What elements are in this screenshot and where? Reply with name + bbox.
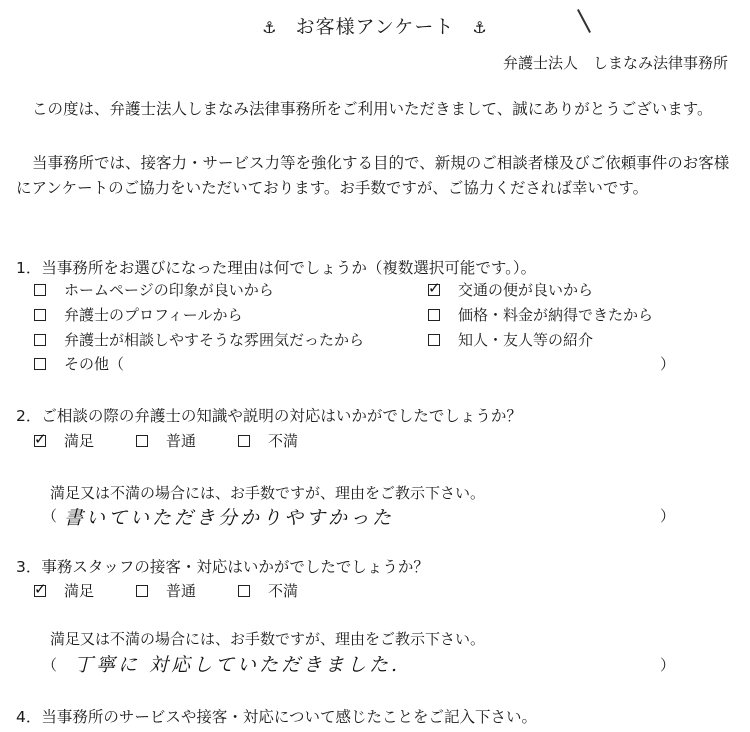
q1-option[interactable]: [34, 329, 364, 350]
option-label: 普通: [166, 432, 197, 450]
q3-paren-open: （: [42, 656, 58, 674]
checkbox[interactable]: [428, 309, 440, 321]
q3-option[interactable]: [238, 580, 298, 601]
question-1: 1．当事務所をお選びになった理由は何でしょうか（複数選択可能です。）。: [16, 259, 537, 277]
option-label: 交通の便が良いから: [458, 281, 594, 299]
checkbox-checked[interactable]: [34, 585, 46, 597]
q1-option-other[interactable]: [34, 353, 124, 374]
q3-handwritten-answer: 丁寧に 対応していただきました.: [74, 654, 401, 676]
option-label: 普通: [166, 582, 197, 600]
checkbox[interactable]: [238, 435, 250, 447]
intro-paragraph-2: 当事務所では、接客力・サービス力等を強化する目的で、新規のご相談者様及びご依頼事件のお客様にアンケートのご協力をいただいております。お手数ですが、ご協力くだされば幸いです。: [16, 154, 730, 197]
q2-option[interactable]: [238, 430, 298, 451]
q1-option[interactable]: [428, 304, 653, 325]
checkbox[interactable]: [34, 309, 46, 321]
q1-option[interactable]: [34, 279, 274, 300]
option-label: 弁護士が相談しやすそうな雰囲気だったから: [64, 331, 365, 349]
option-label: 価格・料金が納得できたから: [458, 306, 654, 324]
survey-title: [0, 12, 750, 39]
q2-option[interactable]: [136, 430, 196, 451]
checkbox[interactable]: [34, 358, 46, 370]
q1-option[interactable]: [34, 304, 243, 325]
checkbox[interactable]: [34, 284, 46, 296]
checkbox[interactable]: [238, 585, 250, 597]
q3-paren-close: ）: [660, 656, 676, 674]
q2-handwritten-answer: 書いていただき分かりやすかった: [64, 507, 395, 529]
firm-name: 弁護士法人 しまなみ法律事務所: [502, 54, 728, 72]
q1-option[interactable]: [428, 329, 593, 350]
anchor-icon: ⚓: [262, 18, 278, 37]
q2-option[interactable]: [34, 430, 94, 451]
other-paren-close: ）: [660, 355, 676, 373]
checkbox[interactable]: [34, 334, 46, 346]
option-label: その他（: [64, 355, 125, 373]
q2-reason-prompt: 満足又は不満の場合には、お手数ですが、理由をご教示下さい。: [50, 484, 486, 502]
title-text: お客様アンケート: [295, 16, 455, 38]
checkbox[interactable]: [136, 585, 148, 597]
checkbox-checked[interactable]: [34, 435, 46, 447]
q3-option[interactable]: [34, 580, 94, 601]
intro-paragraph-1: この度は、弁護士法人しまなみ法律事務所をご利用いただきまして、誠にありがとうございます。: [32, 100, 713, 118]
option-label: 満足: [64, 582, 95, 600]
anchor-icon: ⚓: [472, 18, 488, 37]
question-4: 4．当事務所のサービスや接客・対応について感じたことをご記入下さい。: [16, 708, 538, 726]
q2-paren-close: ）: [660, 507, 676, 525]
option-label: 不満: [268, 582, 299, 600]
question-2: 2．ご相談の際の弁護士の知識や説明の対応はいかがでしたでしょうか？: [16, 407, 522, 425]
q2-paren-open: （: [42, 507, 58, 525]
q1-option[interactable]: [428, 279, 593, 300]
option-label: ホームページの印象が良いから: [64, 281, 274, 299]
question-3: 3．事務スタッフの接客・対応はいかがでしたでしょうか？: [16, 558, 429, 576]
q3-option[interactable]: [136, 580, 196, 601]
option-label: 知人・友人等の紹介: [458, 331, 594, 349]
checkbox[interactable]: [428, 334, 440, 346]
option-label: 弁護士のプロフィールから: [64, 306, 243, 324]
q3-reason-prompt: 満足又は不満の場合には、お手数ですが、理由をご教示下さい。: [50, 630, 486, 648]
checkbox[interactable]: [136, 435, 148, 447]
checkbox-checked[interactable]: [428, 284, 440, 296]
option-label: 満足: [64, 432, 95, 450]
option-label: 不満: [268, 432, 299, 450]
